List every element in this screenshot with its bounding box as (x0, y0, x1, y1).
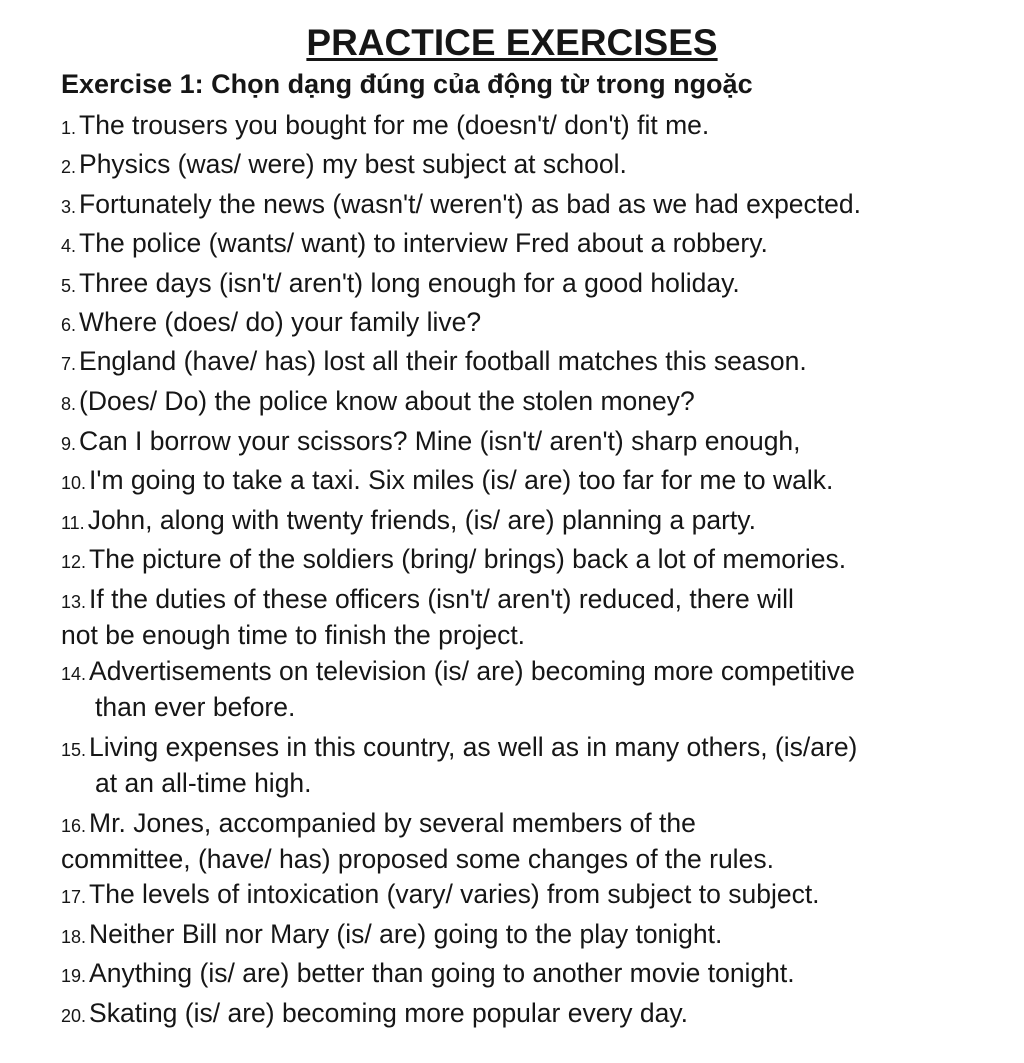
item-number: 5. (61, 276, 77, 296)
item-number: 3. (61, 197, 77, 217)
item-text: Neither Bill nor Mary (is/ are) going to the play tonight. (89, 919, 723, 949)
exercise-item (61, 876, 820, 915)
exercise-item (61, 502, 756, 541)
item-number: 4. (61, 236, 77, 256)
item-text: John, along with twenty friends, (is/ are) planning a party. (87, 505, 756, 535)
exercise-item (61, 304, 481, 343)
exercise-heading: Exercise 1: Chọn dạng đúng của động từ trong ngoặc (61, 69, 753, 99)
item-number: 17. (61, 887, 87, 907)
exercise-item (61, 265, 740, 304)
item-continuation: not be enough time to finish the project. (61, 620, 526, 650)
exercise-item (61, 541, 846, 580)
item-number: 6. (61, 315, 77, 335)
item-number: 16. (61, 816, 87, 836)
item-text: Three days (isn't/ aren't) long enough for a good holiday. (79, 268, 740, 298)
item-text: Can I borrow your scissors? Mine (isn't/ aren't) sharp enough, (79, 426, 801, 456)
item-number: 7. (61, 354, 77, 374)
item-text: Anything (is/ are) better than going to another movie tonight. (89, 958, 795, 988)
exercise-item (61, 383, 695, 422)
item-text: If the duties of these officers (isn't/ aren't) reduced, there will (89, 584, 794, 614)
item-number: 18. (61, 927, 87, 947)
exercise-item (61, 916, 722, 955)
item-number: 19. (61, 966, 87, 986)
exercise-item (61, 995, 688, 1034)
item-continuation: committee, (have/ has) proposed some changes of the rules. (61, 844, 774, 874)
item-text: Living expenses in this country, as well as in many others, (is/are) (89, 732, 858, 762)
item-text: (Does/ Do) the police know about the stolen money? (79, 386, 695, 416)
item-number: 1. (61, 118, 77, 138)
item-text: Skating (is/ are) becoming more popular every day. (89, 998, 689, 1028)
item-number: 9. (61, 434, 77, 454)
item-text: The police (wants/ want) to interview Fred about a robbery. (79, 228, 768, 258)
exercise-item (61, 107, 709, 146)
exercise-item (61, 225, 768, 264)
item-number: 8. (61, 394, 77, 414)
item-text: Where (does/ do) your family live? (79, 307, 482, 337)
item-text: The levels of intoxication (vary/ varies) from subject to subject. (89, 879, 820, 909)
item-text: England (have/ has) lost all their football matches this season. (79, 346, 807, 376)
item-number: 13. (61, 592, 87, 612)
exercise-item (61, 343, 807, 382)
exercise-item (61, 581, 794, 620)
item-text: The trousers you bought for me (doesn't/ don't) fit me. (79, 110, 710, 140)
exercise-item (61, 653, 855, 692)
exercise-item (61, 423, 801, 462)
item-number: 15. (61, 740, 87, 760)
item-text: Mr. Jones, accompanied by several members of the (89, 808, 696, 838)
exercise-item (61, 462, 833, 501)
item-number: 2. (61, 157, 77, 177)
item-number: 11. (61, 513, 85, 533)
item-number: 12. (61, 552, 87, 572)
page-title: PRACTICE EXERCISES (306, 22, 718, 63)
exercise-item (61, 955, 795, 994)
item-text: I'm going to take a taxi. Six miles (is/ are) too far for me to walk. (89, 465, 834, 495)
item-continuation: at an all-time high. (95, 768, 312, 798)
item-continuation: than ever before. (95, 692, 296, 722)
exercise-item (61, 729, 857, 768)
exercise-item (61, 805, 696, 844)
item-number: 20. (61, 1006, 87, 1026)
item-text: Fortunately the news (wasn't/ weren't) as bad as we had expected. (79, 189, 861, 219)
item-text: The picture of the soldiers (bring/ brings) back a lot of memories. (89, 544, 847, 574)
exercise-item (61, 146, 627, 185)
exercise-item (61, 186, 861, 225)
item-text: Physics (was/ were) my best subject at school. (79, 149, 627, 179)
item-number: 14. (61, 664, 87, 684)
item-text: Advertisements on television (is/ are) becoming more competitive (89, 656, 855, 686)
item-number: 10. (61, 473, 87, 493)
